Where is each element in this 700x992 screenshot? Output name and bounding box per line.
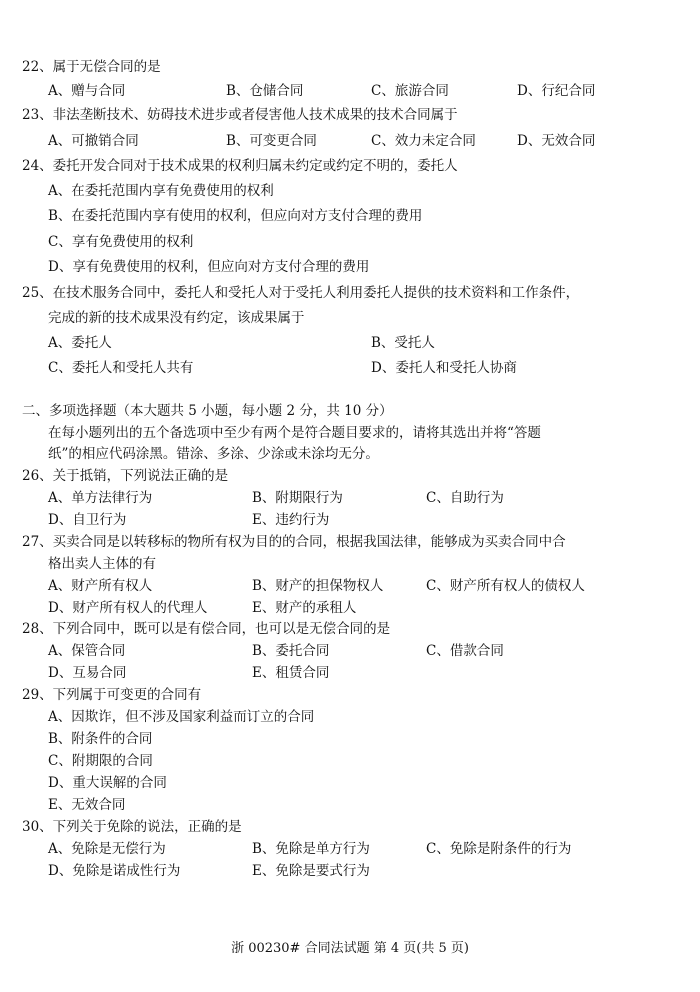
q27-option-a: A、财产所有权人 (48, 578, 153, 594)
q22-option-c: C、旅游合同 (371, 83, 449, 99)
q27-option-c: C、财产所有权人的债权人 (426, 578, 585, 594)
q29-option-a: A、因欺诈，但不涉及国家利益而订立的合同 (48, 709, 315, 725)
q26-option-c: C、自助行为 (426, 490, 504, 506)
q28-option-c: C、借款合同 (426, 643, 504, 659)
q30-option-d: D、免除是诺成性行为 (48, 863, 181, 879)
q27-option-d: D、财产所有权人的代理人 (48, 600, 208, 616)
q24-option-d: D、享有免费使用的权利，但应向对方支付合理的费用 (48, 259, 370, 275)
q29-option-c: C、附期限的合同 (48, 753, 153, 769)
q26-option-d: D、自卫行为 (48, 512, 127, 528)
question-25-stem-line2: 完成的新的技术成果没有约定，该成果属于 (48, 310, 305, 326)
q22-option-d: D、行纪合同 (517, 83, 596, 99)
q30-option-b: B、免除是单方行为 (252, 841, 370, 857)
q26-option-a: A、单方法律行为 (48, 490, 153, 506)
section-2-instructions-line1: 在每小题列出的五个备选项中至少有两个是符合题目要求的，请将其选出并将“答题 (48, 425, 541, 441)
q27-option-b: B、财产的担保物权人 (252, 578, 384, 594)
q23-option-c: C、效力未定合同 (371, 133, 476, 149)
q26-option-b: B、附期限行为 (252, 490, 343, 506)
q25-option-b: B、受托人 (371, 335, 435, 351)
question-29-stem: 29、下列属于可变更的合同有 (22, 687, 202, 703)
q23-option-d: D、无效合同 (517, 133, 596, 149)
q26-option-e: E、违约行为 (252, 512, 330, 528)
q24-option-c: C、享有免费使用的权利 (48, 234, 194, 250)
q22-option-a: A、赠与合同 (48, 83, 126, 99)
question-27-stem-line2: 格出卖人主体的有 (48, 556, 156, 572)
q27-option-e: E、财产的承租人 (252, 600, 357, 616)
q24-option-a: A、在委托范围内享有免费使用的权利 (48, 183, 274, 199)
q28-option-b: B、委托合同 (252, 643, 330, 659)
q23-option-b: B、可变更合同 (226, 133, 317, 149)
question-26-stem: 26、关于抵销，下列说法正确的是 (22, 468, 229, 484)
q23-option-a: A、可撤销合同 (48, 133, 139, 149)
q22-option-b: B、仓储合同 (226, 83, 304, 99)
section-2-instructions-line2: 纸”的相应代码涂黑。错涂、多涂、少涂或未涂均无分。 (48, 446, 379, 462)
question-25-stem-line1: 25、在技术服务合同中，委托人和受托人对于受托人利用委托人提供的技术资料和工作条件， (22, 285, 580, 301)
question-27-stem-line1: 27、买卖合同是以转移标的物所有权为目的的合同，根据我国法律，能够成为买卖合同中合 (22, 534, 566, 550)
page-footer: 浙 00230# 合同法试题 第 4 页(共 5 页) (231, 941, 469, 956)
q29-option-e: E、无效合同 (48, 797, 126, 813)
section-2-title: 二、多项选择题（本大题共 5 小题，每小题 2 分，共 10 分） (22, 403, 393, 419)
q29-option-b: B、附条件的合同 (48, 731, 153, 747)
question-22-stem: 22、属于无偿合同的是 (22, 59, 161, 75)
q28-option-e: E、租赁合同 (252, 665, 330, 681)
q30-option-a: A、免除是无偿行为 (48, 841, 166, 857)
q24-option-b: B、在委托范围内享有使用的权利，但应向对方支付合理的费用 (48, 208, 423, 224)
question-30-stem: 30、下列关于免除的说法，正确的是 (22, 819, 242, 835)
q30-option-e: E、免除是要式行为 (252, 863, 370, 879)
q29-option-d: D、重大误解的合同 (48, 775, 167, 791)
q28-option-d: D、互易合同 (48, 665, 127, 681)
question-24-stem: 24、委托开发合同对于技术成果的权利归属未约定或约定不明的，委托人 (22, 158, 458, 174)
q28-option-a: A、保管合同 (48, 643, 126, 659)
q30-option-c: C、免除是附条件的行为 (426, 841, 572, 857)
q25-option-d: D、委托人和受托人协商 (371, 360, 517, 376)
question-23-stem: 23、非法垄断技术、妨碍技术进步或者侵害他人技术成果的技术合同属于 (22, 107, 458, 123)
q25-option-a: A、委托人 (48, 335, 112, 351)
question-28-stem: 28、下列合同中，既可以是有偿合同，也可以是无偿合同的是 (22, 621, 391, 637)
q25-option-c: C、委托人和受托人共有 (48, 360, 194, 376)
